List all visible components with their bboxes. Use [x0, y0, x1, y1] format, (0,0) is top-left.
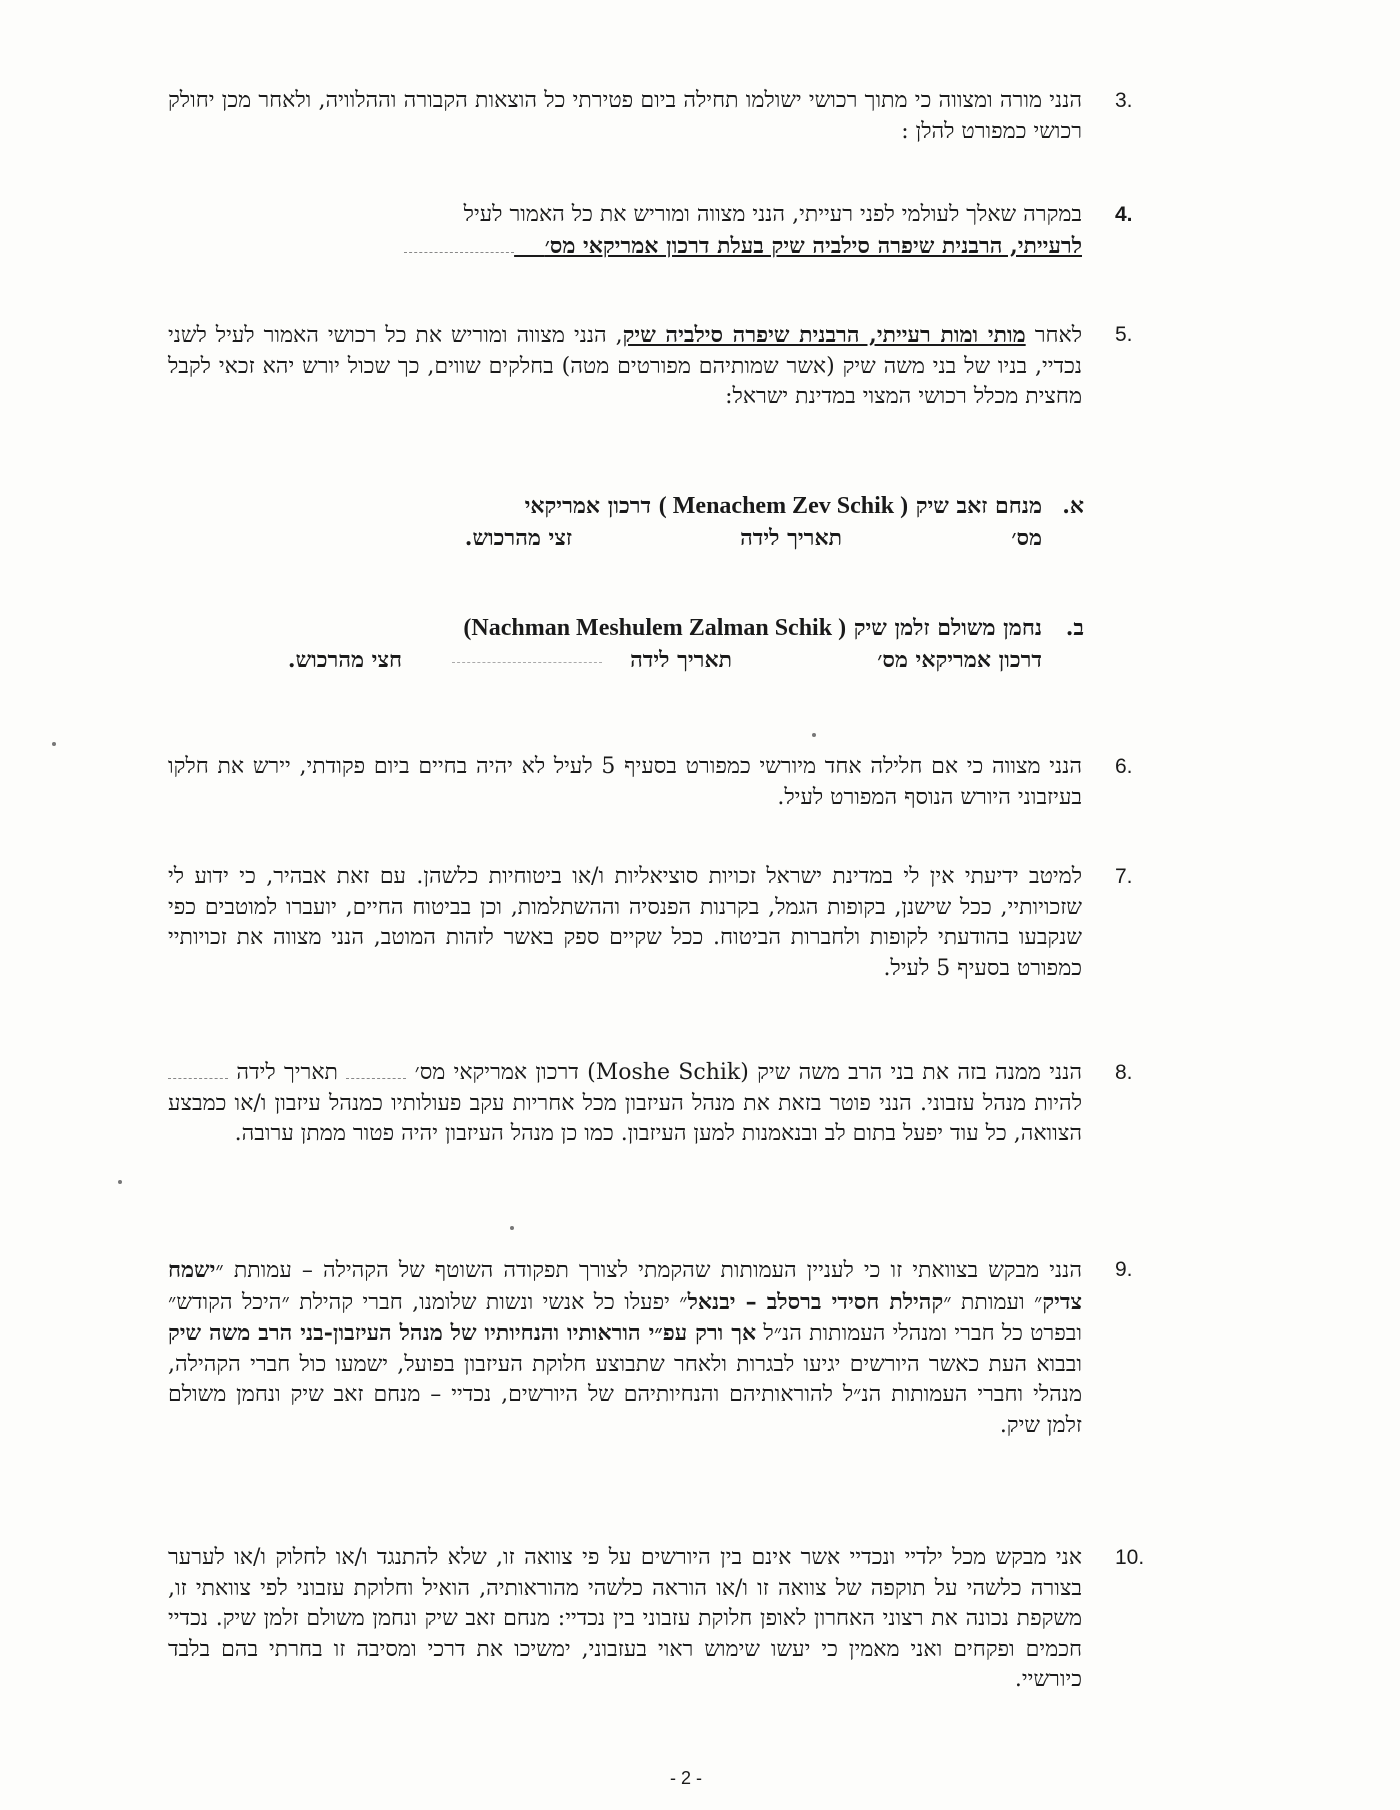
clause-number: 7.: [1115, 865, 1133, 888]
heir-a: [322, 490, 1084, 554]
redacted-blank: [168, 1066, 228, 1079]
clause-9-part-3: ״ יפעלו כל אנשי ונשות שלומנו, חברי קהילת ״היכל הקודש״ ובפרט כל חברי ומנהלי העמותות הנ״ל: [168, 1289, 1082, 1346]
clause-text: אני מבקש מכל ילדיי ונכדיי אשר אינם בין היורשים על פי צוואה זו, שלא להתנגד ו/או לחלוק ו/או לערער בצורה כלשהי על תוקפה של צוואה זו ו/או הוראה כלשהי מהוראותיה, הואיל וחלוקת עזבוני לפי צוואתי זו, משקפת נכונה את רצוני האחרון לאופן חלוקת עזבוני בין נכדיי: מנחם זאב שיק ונחמן משולם זלמן שיק. נכדיי חכמים ופקחים ואני מאמין כי יעשו שימוש ראוי בעזבוני, ימשיכו את דרכי ומסיבה זו בחרתי בהם בלבד כיורשיי.: [168, 1545, 1082, 1692]
heir-a-line-1: [322, 490, 1042, 522]
clause-4-line-2: [168, 231, 1082, 262]
heir-b: [192, 612, 1084, 676]
heir-name-english: ( Menachem Zev Schik ): [658, 493, 909, 519]
scan-speck: [812, 733, 816, 737]
redacted-blank: [452, 662, 602, 663]
clause-9-emphasis: אך ורק עפ״י הוראותיו והנחיותיו של מנהל העיזבון-בני הרב משה שיק: [168, 1320, 757, 1346]
heir-share: זצי מהרכוש.: [464, 525, 572, 551]
redacted-blank: [346, 1066, 406, 1079]
clause-number: 6.: [1115, 755, 1133, 778]
clause-number: 8.: [1115, 1061, 1133, 1084]
page-number: - 2 -: [670, 1768, 703, 1788]
clause-5-emphasis: מותי ומות רעייתי, הרבנית שיפרה סילביה שיק: [622, 322, 1026, 348]
clause-9-part-1: הנני מבקש בצוואתי זו כי לעניין העמותות שהקמתי לצורך תפקודה השוטף של הקהילה – עמותת ״: [215, 1258, 1082, 1283]
heir-dob: תאריך לידה: [740, 525, 842, 551]
heir-share: חצי מהרכוש.: [287, 647, 402, 673]
clause-5-pre: לאחר: [1034, 323, 1083, 348]
clause-text: [168, 200, 1082, 261]
clause-4-line-1: במקרה שאלך לעולמי לפני רעייתי, הנני מצווה ומוריש את כל האמור לעיל: [463, 202, 1082, 227]
clause-8-part-2: תאריך לידה: [236, 1060, 338, 1085]
clause-number: 9.: [1115, 1258, 1133, 1281]
clause-number: 5.: [1115, 323, 1133, 346]
scan-speck: [510, 1226, 514, 1230]
clause-number: 10.: [1115, 1546, 1145, 1569]
heir-name-hebrew: נחמן משולם זלמן שיק: [853, 615, 1042, 641]
clause-9-part-4: ובבוא העת כאשר היורשים יגיעו לבגרות ולאחר שתבוצע חלוקת העיזבון בפועל, ישמעו כול חברי הקהילה, מנהלי וחברי העמותות הנ״ל להוראותיהם והנחיותיהם של היורשים, נכדיי – מנחם זאב שיק ונחמן משולם זלמן שיק.: [168, 1351, 1082, 1438]
heir-b-line-2: [192, 644, 1042, 676]
clause-text: [168, 320, 1082, 413]
clause-8-part-1: הנני ממנה בזה את בני הרב משה שיק (Moshe Schik) דרכון אמריקאי מס׳: [414, 1060, 1082, 1085]
heir-dob: תאריך לידה: [630, 647, 732, 673]
heir-b-line-1: [192, 612, 1042, 644]
scan-speck: [52, 742, 56, 746]
heir-name-english: (Nachman Meshulem Zalman Schik ): [463, 615, 847, 641]
heir-passport-number: מס׳: [1011, 525, 1042, 551]
heir-name-hebrew: מנחם זאב שיק: [915, 493, 1042, 519]
clause-text: למיטב ידיעתי אין לי במדינת ישראל זכויות סוציאליות ו/או ביטוחיות כלשהן. עם זאת אבהיר, כי ידוע לי שזכויותיי, ככל שישנן, בקופות הגמל, בקרנות הפנסיה וההשתלמות, וכן בביטוח החיים, יועברו למוטבים כפי שנקבעו בהודעתי לקופות ולחברות הביטוח. ככל שקיים ספק באשר לזהות המוטב, הנני מצווה את זכויותיי כמפורט בסעיף 5 לעיל.: [168, 864, 1082, 981]
redacted-blank: [404, 240, 514, 253]
clause-number: 3.: [1115, 89, 1133, 112]
heir-a-line-2: [322, 522, 1042, 554]
clause-text: הנני מצווה כי אם חלילה אחד מיורשי כמפורט בסעיף 5 לעיל לא יהיה בחיים ביום פקודתי, יירש את חלקו בעיזבוני היורש הנוסף המפורט לעיל.: [168, 754, 1082, 810]
heir-letter: א.: [1062, 493, 1084, 519]
clause-text: [168, 1058, 1082, 1150]
heir-letter: ב.: [1065, 615, 1084, 641]
clause-text: [168, 1255, 1082, 1441]
clause-5-post: , הנני מצווה ומוריש את כל רכושי האמור לעיל לשני נכדיי, בניו של בני משה שיק (אשר שמותיהם מפורטים מטה) בחלקים שווים, כך שכול יורש יהא זכאי לקבל מחצית מכלל רכושי המצוי במדינת ישראל:: [168, 323, 1082, 409]
clause-9-org-1: ישמח צדיק: [168, 1257, 1082, 1315]
heir-passport: דרכון אמריקאי: [524, 493, 652, 519]
scan-speck: [118, 1180, 122, 1184]
clause-4-beneficiary: לרעייתי, הרבנית שיפרה סילביה שיק בעלת דרכון אמריקאי מס׳: [544, 232, 1082, 259]
clause-8-part-3: להיות מנהל עזבוני. הנני פוטר בזאת את מנהל העיזבון מכל אחריות עקב פעולותיו כמנהל עיזבון ו/או כמבצע הצוואה, כל עוד יפעל בתום לב ובנאמנות למען העיזבון. כמו כן מנהל העיזבון יהיה פטור ממתן ערובה.: [168, 1090, 1082, 1146]
clause-9-org-2: קהילת חסידי ברסלב – יבנאל: [687, 1288, 944, 1315]
heir-passport: דרכון אמריקאי מס׳: [877, 647, 1042, 673]
clause-number: 4.: [1115, 203, 1133, 226]
clause-text: הנני מורה ומצווה כי מתוך רכושי ישולמו תחילה ביום פטירתי כל הוצאות הקבורה וההלוויה, ולאחר מכן יחולק רכושי כמפורט להלן :: [168, 88, 1082, 144]
clause-9-part-2: ״ ועמותת ״: [943, 1289, 1043, 1315]
